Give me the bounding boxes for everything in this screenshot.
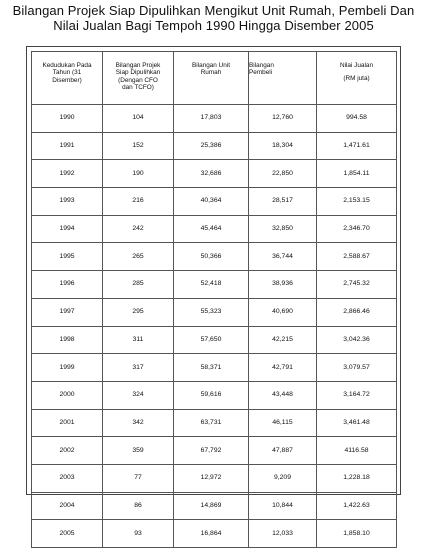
cell-buyers: 46,115 <box>249 409 317 437</box>
cell-projects: 242 <box>103 215 174 243</box>
cell-year: 2002 <box>32 437 103 465</box>
cell-value: 1,422.63 <box>317 492 397 520</box>
cell-projects: 86 <box>103 492 174 520</box>
cell-units: 55,323 <box>174 298 249 326</box>
table-row <box>32 271 397 299</box>
header-projects <box>103 52 174 105</box>
table-row <box>32 464 397 492</box>
header-buyers-line: Bilangan <box>249 62 274 69</box>
header-year <box>32 52 103 105</box>
header-value <box>317 52 397 105</box>
title-line-2: Nilai Jualan Bagi Tempoh 1990 Hingga Disember 2005 <box>53 18 374 33</box>
cell-value: 1,854.11 <box>317 160 397 188</box>
cell-units: 63,731 <box>174 409 249 437</box>
cell-units: 16,864 <box>174 520 249 548</box>
cell-value: 3,461.48 <box>317 409 397 437</box>
header-value-line: (RM juta) <box>343 75 370 83</box>
cell-value: 3,079.57 <box>317 354 397 382</box>
cell-projects: 359 <box>103 437 174 465</box>
table-row <box>32 409 397 437</box>
cell-year: 1997 <box>32 298 103 326</box>
cell-value: 1,858.10 <box>317 520 397 548</box>
header-projects-line: (Dengan CFO <box>118 76 158 84</box>
title-line-1: Bilangan Projek Siap Dipulihkan Mengikut Unit Rumah, Pembeli Dan <box>12 3 415 18</box>
cell-units: 40,364 <box>174 188 249 216</box>
cell-buyers: 12,033 <box>249 520 317 548</box>
cell-year: 2001 <box>32 409 103 437</box>
header-projects-line: Bilangan Projek <box>115 62 161 69</box>
cell-buyers: 40,690 <box>249 298 317 326</box>
cell-value: 1,471.61 <box>317 132 397 160</box>
cell-units: 52,418 <box>174 271 249 299</box>
table-row <box>32 354 397 382</box>
table-body <box>32 105 397 548</box>
cell-year: 2000 <box>32 381 103 409</box>
table-row <box>32 520 397 548</box>
cell-projects: 216 <box>103 188 174 216</box>
cell-buyers: 28,517 <box>249 188 317 216</box>
cell-buyers: 47,887 <box>249 437 317 465</box>
cell-buyers: 22,850 <box>249 160 317 188</box>
cell-buyers: 12,760 <box>249 105 317 133</box>
cell-year: 2004 <box>32 492 103 520</box>
cell-projects: 317 <box>103 354 174 382</box>
cell-units: 45,464 <box>174 215 249 243</box>
cell-projects: 190 <box>103 160 174 188</box>
cell-projects: 104 <box>103 105 174 133</box>
cell-units: 25,386 <box>174 132 249 160</box>
header-units <box>174 52 249 105</box>
header-year-line: Disember) <box>52 76 82 84</box>
cell-year: 2003 <box>32 464 103 492</box>
cell-projects: 295 <box>103 298 174 326</box>
cell-projects: 311 <box>103 326 174 354</box>
cell-buyers: 42,791 <box>249 354 317 382</box>
table-row <box>32 188 397 216</box>
cell-year: 1995 <box>32 243 103 271</box>
table-row <box>32 326 397 354</box>
header-buyers-line: Pembeli <box>249 69 273 77</box>
cell-projects: 324 <box>103 381 174 409</box>
cell-buyers: 43,448 <box>249 381 317 409</box>
cell-year: 1992 <box>32 160 103 188</box>
header-row <box>32 52 397 105</box>
cell-value: 2,745.32 <box>317 271 397 299</box>
cell-buyers: 42,215 <box>249 326 317 354</box>
header-projects-line: Siap Dipulihkan <box>115 69 161 77</box>
cell-units: 14,869 <box>174 492 249 520</box>
cell-units: 17,803 <box>174 105 249 133</box>
table-row <box>32 298 397 326</box>
cell-buyers: 10,844 <box>249 492 317 520</box>
cell-year: 1991 <box>32 132 103 160</box>
cell-value: 2,866.46 <box>317 298 397 326</box>
data-table <box>31 51 397 548</box>
cell-units: 32,686 <box>174 160 249 188</box>
table-row <box>32 381 397 409</box>
cell-year: 1990 <box>32 105 103 133</box>
cell-units: 58,371 <box>174 354 249 382</box>
table-row <box>32 132 397 160</box>
cell-buyers: 32,850 <box>249 215 317 243</box>
cell-value: 2,346.70 <box>317 215 397 243</box>
cell-projects: 342 <box>103 409 174 437</box>
cell-value: 2,588.67 <box>317 243 397 271</box>
header-buyers <box>249 52 317 105</box>
header-projects-line: dan TCFO) <box>122 84 154 92</box>
cell-year: 1993 <box>32 188 103 216</box>
cell-projects: 93 <box>103 520 174 548</box>
table-row <box>32 215 397 243</box>
cell-units: 67,792 <box>174 437 249 465</box>
cell-year: 2005 <box>32 520 103 548</box>
cell-projects: 285 <box>103 271 174 299</box>
cell-units: 50,366 <box>174 243 249 271</box>
cell-year: 1994 <box>32 215 103 243</box>
cell-value: 1,228.18 <box>317 464 397 492</box>
table-header <box>32 52 397 105</box>
cell-value: 3,042.36 <box>317 326 397 354</box>
cell-value: 2,153.15 <box>317 188 397 216</box>
cell-projects: 152 <box>103 132 174 160</box>
cell-buyers: 36,744 <box>249 243 317 271</box>
cell-buyers: 9,209 <box>249 464 317 492</box>
header-units-line: Bilangan Unit <box>191 62 230 69</box>
header-value-line: Nilai Jualan <box>339 62 374 69</box>
table-row <box>32 437 397 465</box>
table-row <box>32 243 397 271</box>
table-row <box>32 492 397 520</box>
cell-year: 1999 <box>32 354 103 382</box>
cell-value: 4116.58 <box>317 437 397 465</box>
header-units-line: Rumah <box>200 69 222 77</box>
document-title <box>0 3 427 33</box>
cell-buyers: 18,304 <box>249 132 317 160</box>
cell-units: 12,972 <box>174 464 249 492</box>
cell-units: 59,616 <box>174 381 249 409</box>
cell-year: 1996 <box>32 271 103 299</box>
header-year-line: Kedudukan Pada <box>42 62 92 69</box>
cell-value: 3,164.72 <box>317 381 397 409</box>
cell-projects: 265 <box>103 243 174 271</box>
cell-units: 57,650 <box>174 326 249 354</box>
table-row <box>32 160 397 188</box>
header-year-line: Tahun (31 <box>52 69 82 77</box>
cell-value: 994.58 <box>317 105 397 133</box>
cell-buyers: 38,936 <box>249 271 317 299</box>
cell-year: 1998 <box>32 326 103 354</box>
table-row <box>32 105 397 133</box>
cell-projects: 77 <box>103 464 174 492</box>
